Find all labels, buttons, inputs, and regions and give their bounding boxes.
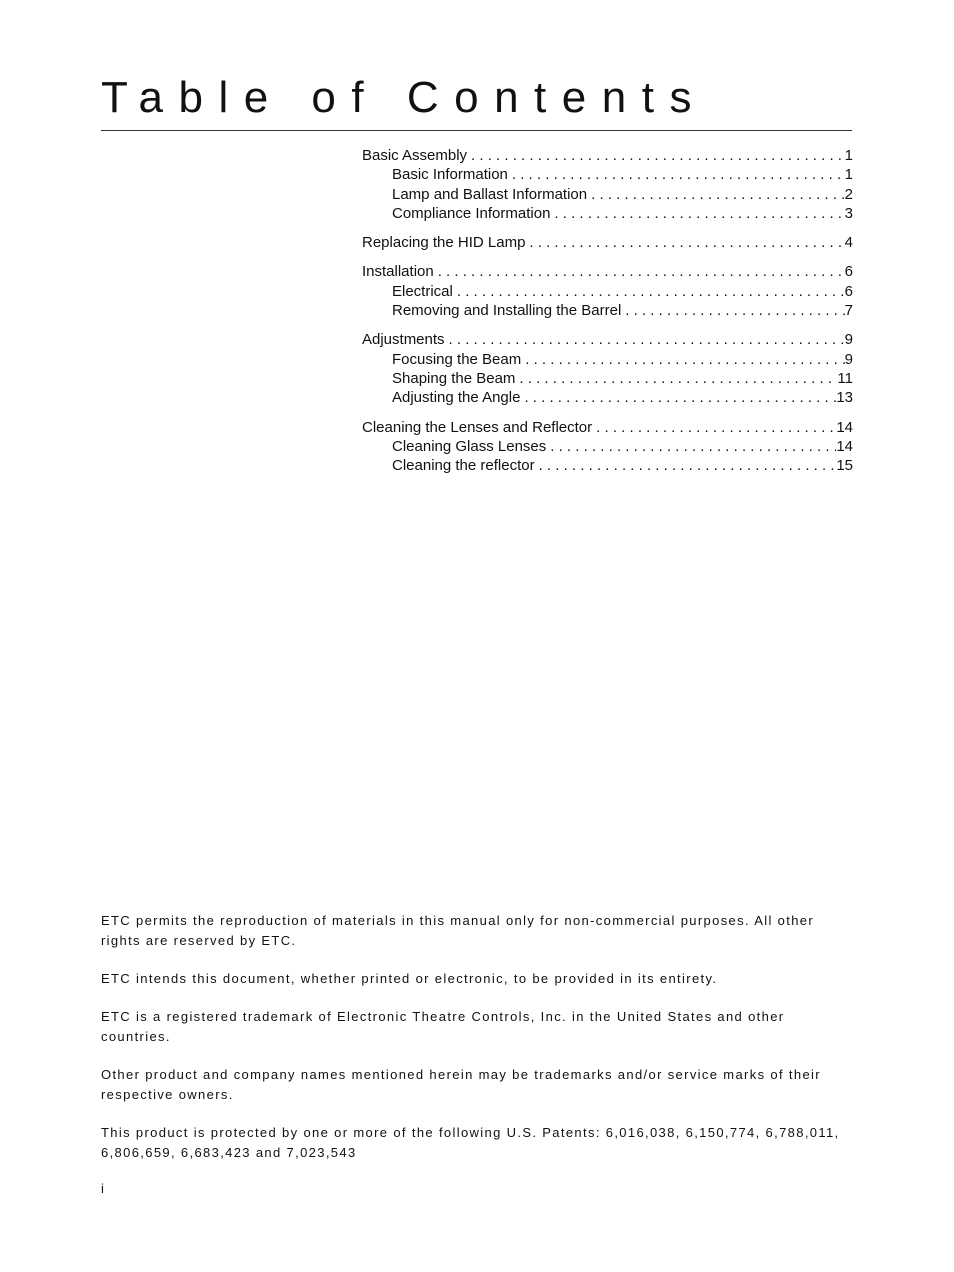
table-of-contents xyxy=(362,146,853,485)
toc-entry-page: 13 xyxy=(836,389,853,407)
toc-entry-label: Adjustments xyxy=(362,331,445,349)
toc-entry-page: 6 xyxy=(844,263,853,281)
toc-dot-leader xyxy=(445,330,845,349)
toc-entry-label: Focusing the Beam xyxy=(392,350,522,368)
toc-dot-leader xyxy=(621,301,844,320)
legal-paragraph: ETC permits the reproduction of materials in this manual only for non-commercial purposes. All other rights are reserved by ETC. xyxy=(101,913,815,948)
toc-dot-leader xyxy=(467,146,845,165)
toc-entry-page: 9 xyxy=(844,331,853,349)
toc-dot-leader xyxy=(587,185,845,204)
toc-entry[interactable] xyxy=(362,146,853,165)
toc-entry-page: 15 xyxy=(836,457,853,475)
toc-dot-leader xyxy=(550,204,844,223)
toc-entry-label: Replacing the HID Lamp xyxy=(362,234,526,252)
toc-entry-label: Lamp and Ballast Information xyxy=(392,185,588,203)
toc-entry-label: Cleaning Glass Lenses xyxy=(392,437,547,455)
toc-entry-page: 4 xyxy=(844,234,853,252)
toc-entry-page: 1 xyxy=(844,147,853,164)
toc-dot-leader xyxy=(434,262,845,281)
legal-paragraph: ETC intends this document, whether printed or electronic, to be provided in its entirety. xyxy=(101,971,718,986)
toc-entry-label: Electrical xyxy=(392,282,453,300)
toc-entry-page: 1 xyxy=(844,166,853,184)
toc-dot-leader xyxy=(535,456,837,475)
toc-section xyxy=(362,233,853,252)
toc-section xyxy=(362,330,853,407)
toc-entry-label: Basic Information xyxy=(392,166,508,184)
toc-dot-leader xyxy=(520,388,836,407)
page-number: i xyxy=(101,1181,104,1196)
toc-entry-label: Cleaning the reflector xyxy=(392,457,535,475)
toc-dot-leader xyxy=(525,233,844,252)
toc-subentry[interactable] xyxy=(362,282,853,301)
toc-entry-page: 2 xyxy=(844,185,853,203)
toc-subentry[interactable] xyxy=(362,350,853,369)
toc-entry-label: Compliance Information xyxy=(392,204,551,222)
page-title: Table of Contents xyxy=(101,73,707,122)
toc-dot-leader xyxy=(508,165,845,184)
toc-entry-label: Removing and Installing the Barrel xyxy=(392,302,622,320)
toc-entry-page: 6 xyxy=(844,282,853,300)
toc-dot-leader xyxy=(546,437,836,456)
toc-entry-page: 9 xyxy=(844,350,853,368)
toc-entry-label: Installation xyxy=(362,263,434,281)
toc-entry-label: Adjusting the Angle xyxy=(392,389,521,407)
toc-entry-page: 14 xyxy=(836,437,853,455)
toc-subentry[interactable] xyxy=(362,456,853,475)
toc-entry-page: 7 xyxy=(844,302,853,320)
legal-paragraph: This product is protected by one or more of the following U.S. Patents: 6,016,038, 6,150,774, 6,788,011, 6,806,659, 6,683,423 and 7,023,543 xyxy=(101,1125,840,1160)
toc-subentry[interactable] xyxy=(362,165,853,184)
toc-dot-leader xyxy=(521,350,844,369)
toc-entry[interactable] xyxy=(362,233,853,252)
toc-dot-leader xyxy=(515,369,837,388)
toc-section xyxy=(362,146,853,223)
toc-subentry[interactable] xyxy=(362,301,853,320)
legal-paragraph: Other product and company names mentioned herein may be trademarks and/or service marks of their respective owners. xyxy=(101,1067,821,1102)
toc-subentry[interactable] xyxy=(362,204,853,223)
toc-subentry[interactable] xyxy=(362,437,853,456)
toc-entry[interactable] xyxy=(362,262,853,281)
toc-entry-label: Shaping the Beam xyxy=(392,369,516,387)
toc-entry-label: Basic Assembly xyxy=(362,147,468,164)
legal-paragraph: ETC is a registered trademark of Electronic Theatre Controls, Inc. in the United States and other countries. xyxy=(101,1009,785,1044)
toc-subentry[interactable] xyxy=(362,369,853,388)
legal-notice xyxy=(101,911,857,1181)
toc-entry-page: 3 xyxy=(844,204,853,222)
toc-entry-page: 14 xyxy=(836,418,853,436)
title-divider xyxy=(101,130,852,131)
toc-section xyxy=(362,418,853,476)
toc-entry[interactable] xyxy=(362,418,853,437)
toc-subentry[interactable] xyxy=(362,388,853,407)
toc-entry-page: 11 xyxy=(837,369,853,387)
toc-entry[interactable] xyxy=(362,330,853,349)
toc-section xyxy=(362,262,853,320)
toc-dot-leader xyxy=(453,282,845,301)
toc-subentry[interactable] xyxy=(362,185,853,204)
toc-dot-leader xyxy=(592,418,836,437)
toc-entry-label: Cleaning the Lenses and Reflector xyxy=(362,418,593,436)
